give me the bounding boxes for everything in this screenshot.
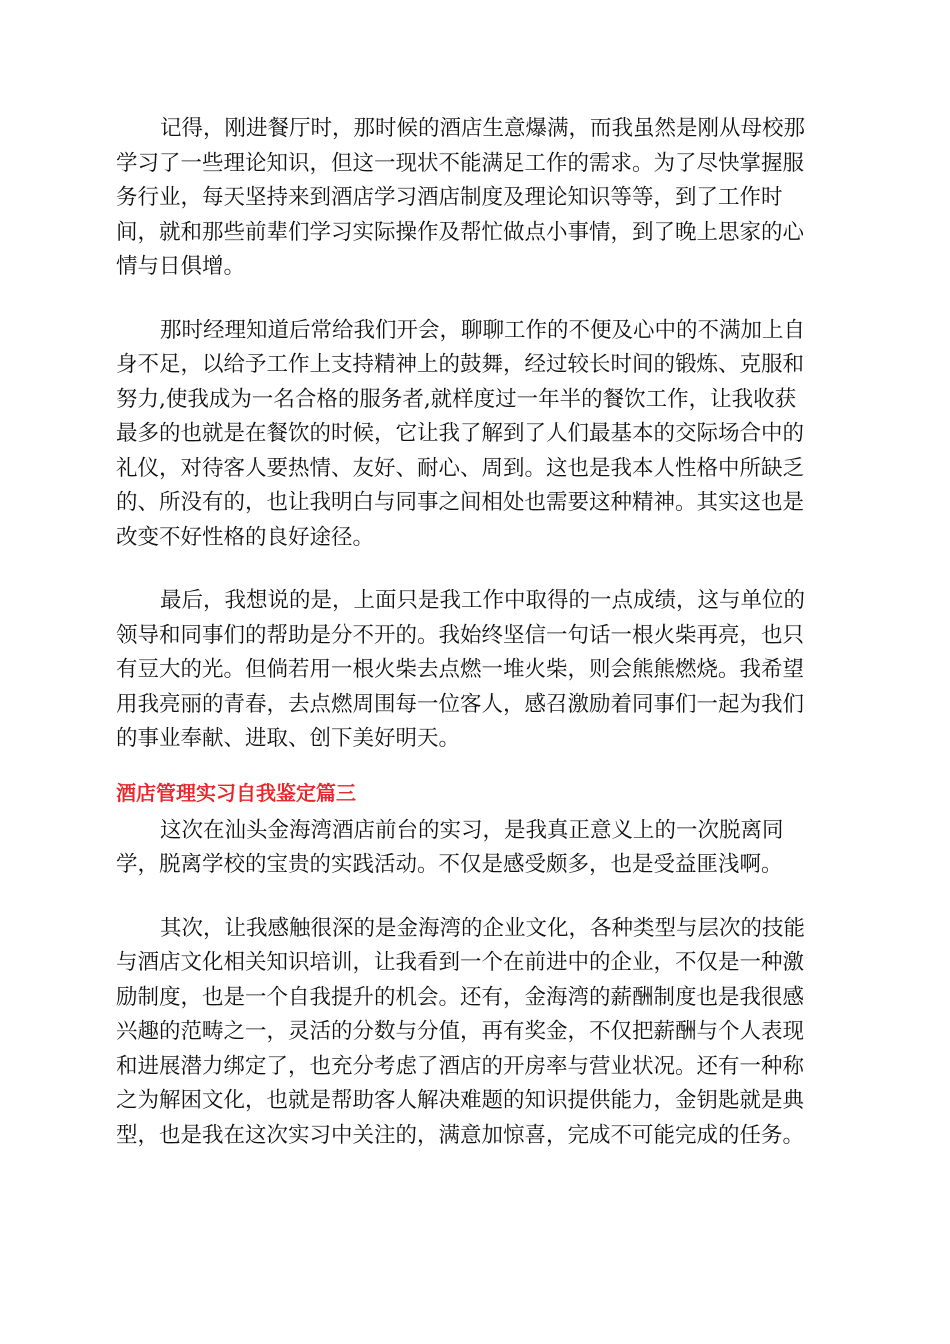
paragraph-5 bbox=[116, 912, 836, 1154]
paragraph-spacer bbox=[116, 285, 836, 314]
paragraph-3 bbox=[116, 584, 836, 757]
text-line: 之为解困文化，也就是帮助客人解决难题的知识提供能力，金钥匙就是典 bbox=[116, 1088, 805, 1113]
text-line: 记得，刚进餐厅时，那时候的酒店生意爆满，而我虽然是刚从母校那 bbox=[160, 116, 806, 141]
text-line: 的、所没有的，也让我明白与同事之间相处也需要这种精神。其实这也是 bbox=[116, 490, 805, 515]
text-line: 务行业，每天坚持来到酒店学习酒店制度及理论知识等等，到了工作时 bbox=[116, 185, 783, 210]
section-heading: 酒店管理实习自我鉴定篇三 bbox=[116, 780, 356, 805]
text-line: 这次在汕头金海湾酒店前台的实习，是我真正意义上的一次脱离同 bbox=[160, 817, 784, 843]
paragraph-spacer bbox=[116, 555, 836, 584]
text-line: 最后，我想说的是，上面只是我工作中取得的一点成绩，这与单位的 bbox=[160, 588, 806, 613]
text-line: 型，也是我在这次实习中关注的，满意加惊喜，完成不可能完成的任务。 bbox=[116, 1122, 805, 1148]
text-line: 努力,使我成为一名合格的服务者,就样度过一年半的餐饮工作，让我收获 bbox=[116, 386, 797, 412]
text-line: 最多的也就是在餐饮的时候，它让我了解到了人们最基本的交际场合中的 bbox=[116, 421, 805, 446]
text-line: 身不足，以给予工作上支持精神上的鼓舞，经过较长时间的锻炼、克服和 bbox=[116, 352, 805, 377]
text-line: 用我亮丽的青春，去点燃周围每一位客人，感召激励着同事们一起为我们 bbox=[116, 691, 805, 717]
text-line: 学，脱离学校的宝贵的实践活动。不仅是感受颇多，也是受益匪浅啊。 bbox=[116, 852, 783, 877]
text-line: 改变不好性格的良好途径。 bbox=[116, 524, 375, 550]
text-line: 情与日俱增。 bbox=[116, 254, 246, 279]
text-line: 兴趣的范畴之一，灵活的分数与分值，再有奖金，不仅把薪酬与个人表现 bbox=[116, 1019, 805, 1044]
paragraph-4 bbox=[116, 814, 836, 883]
paragraph-spacer bbox=[116, 883, 836, 912]
text-line: 礼仪，对待客人要热情、友好、耐心、周到。这也是我本人性格中所缺乏 bbox=[116, 455, 805, 481]
text-line: 学习了一些理论知识，但这一现状不能满足工作的需求。为了尽快掌握服 bbox=[116, 150, 805, 176]
text-line: 和进展潜力绑定了，也充分考虑了酒店的开房率与营业状况。还有一种称 bbox=[116, 1053, 805, 1079]
paragraph-spacer bbox=[116, 757, 836, 778]
text-line: 间，就和那些前辈们学习实际操作及帮忙做点小事情，到了晚上思家的心 bbox=[116, 219, 805, 245]
text-line: 的事业奉献、进取、创下美好明天。 bbox=[116, 726, 461, 751]
text-line: 有豆大的光。但倘若用一根火柴去点燃一堆火柴，则会熊熊燃烧。我希望 bbox=[116, 657, 805, 682]
text-line: 领导和同事们的帮助是分不开的。我始终坚信一句话一根火柴再亮，也只 bbox=[116, 622, 805, 648]
text-line: 与酒店文化相关知识培训，让我看到一个在前进中的企业，不仅是一种激 bbox=[116, 950, 805, 975]
document-body bbox=[116, 112, 836, 1153]
text-line: 那时经理知道后常给我们开会，聊聊工作的不便及心中的不满加上自 bbox=[160, 317, 806, 343]
paragraph-1 bbox=[116, 112, 836, 285]
paragraph-2 bbox=[116, 314, 836, 556]
text-line: 其次，让我感触很深的是金海湾的企业文化，各种类型与层次的技能 bbox=[160, 915, 806, 941]
text-line: 励制度，也是一个自我提升的机会。还有，金海湾的薪酬制度也是我很感 bbox=[116, 984, 805, 1010]
